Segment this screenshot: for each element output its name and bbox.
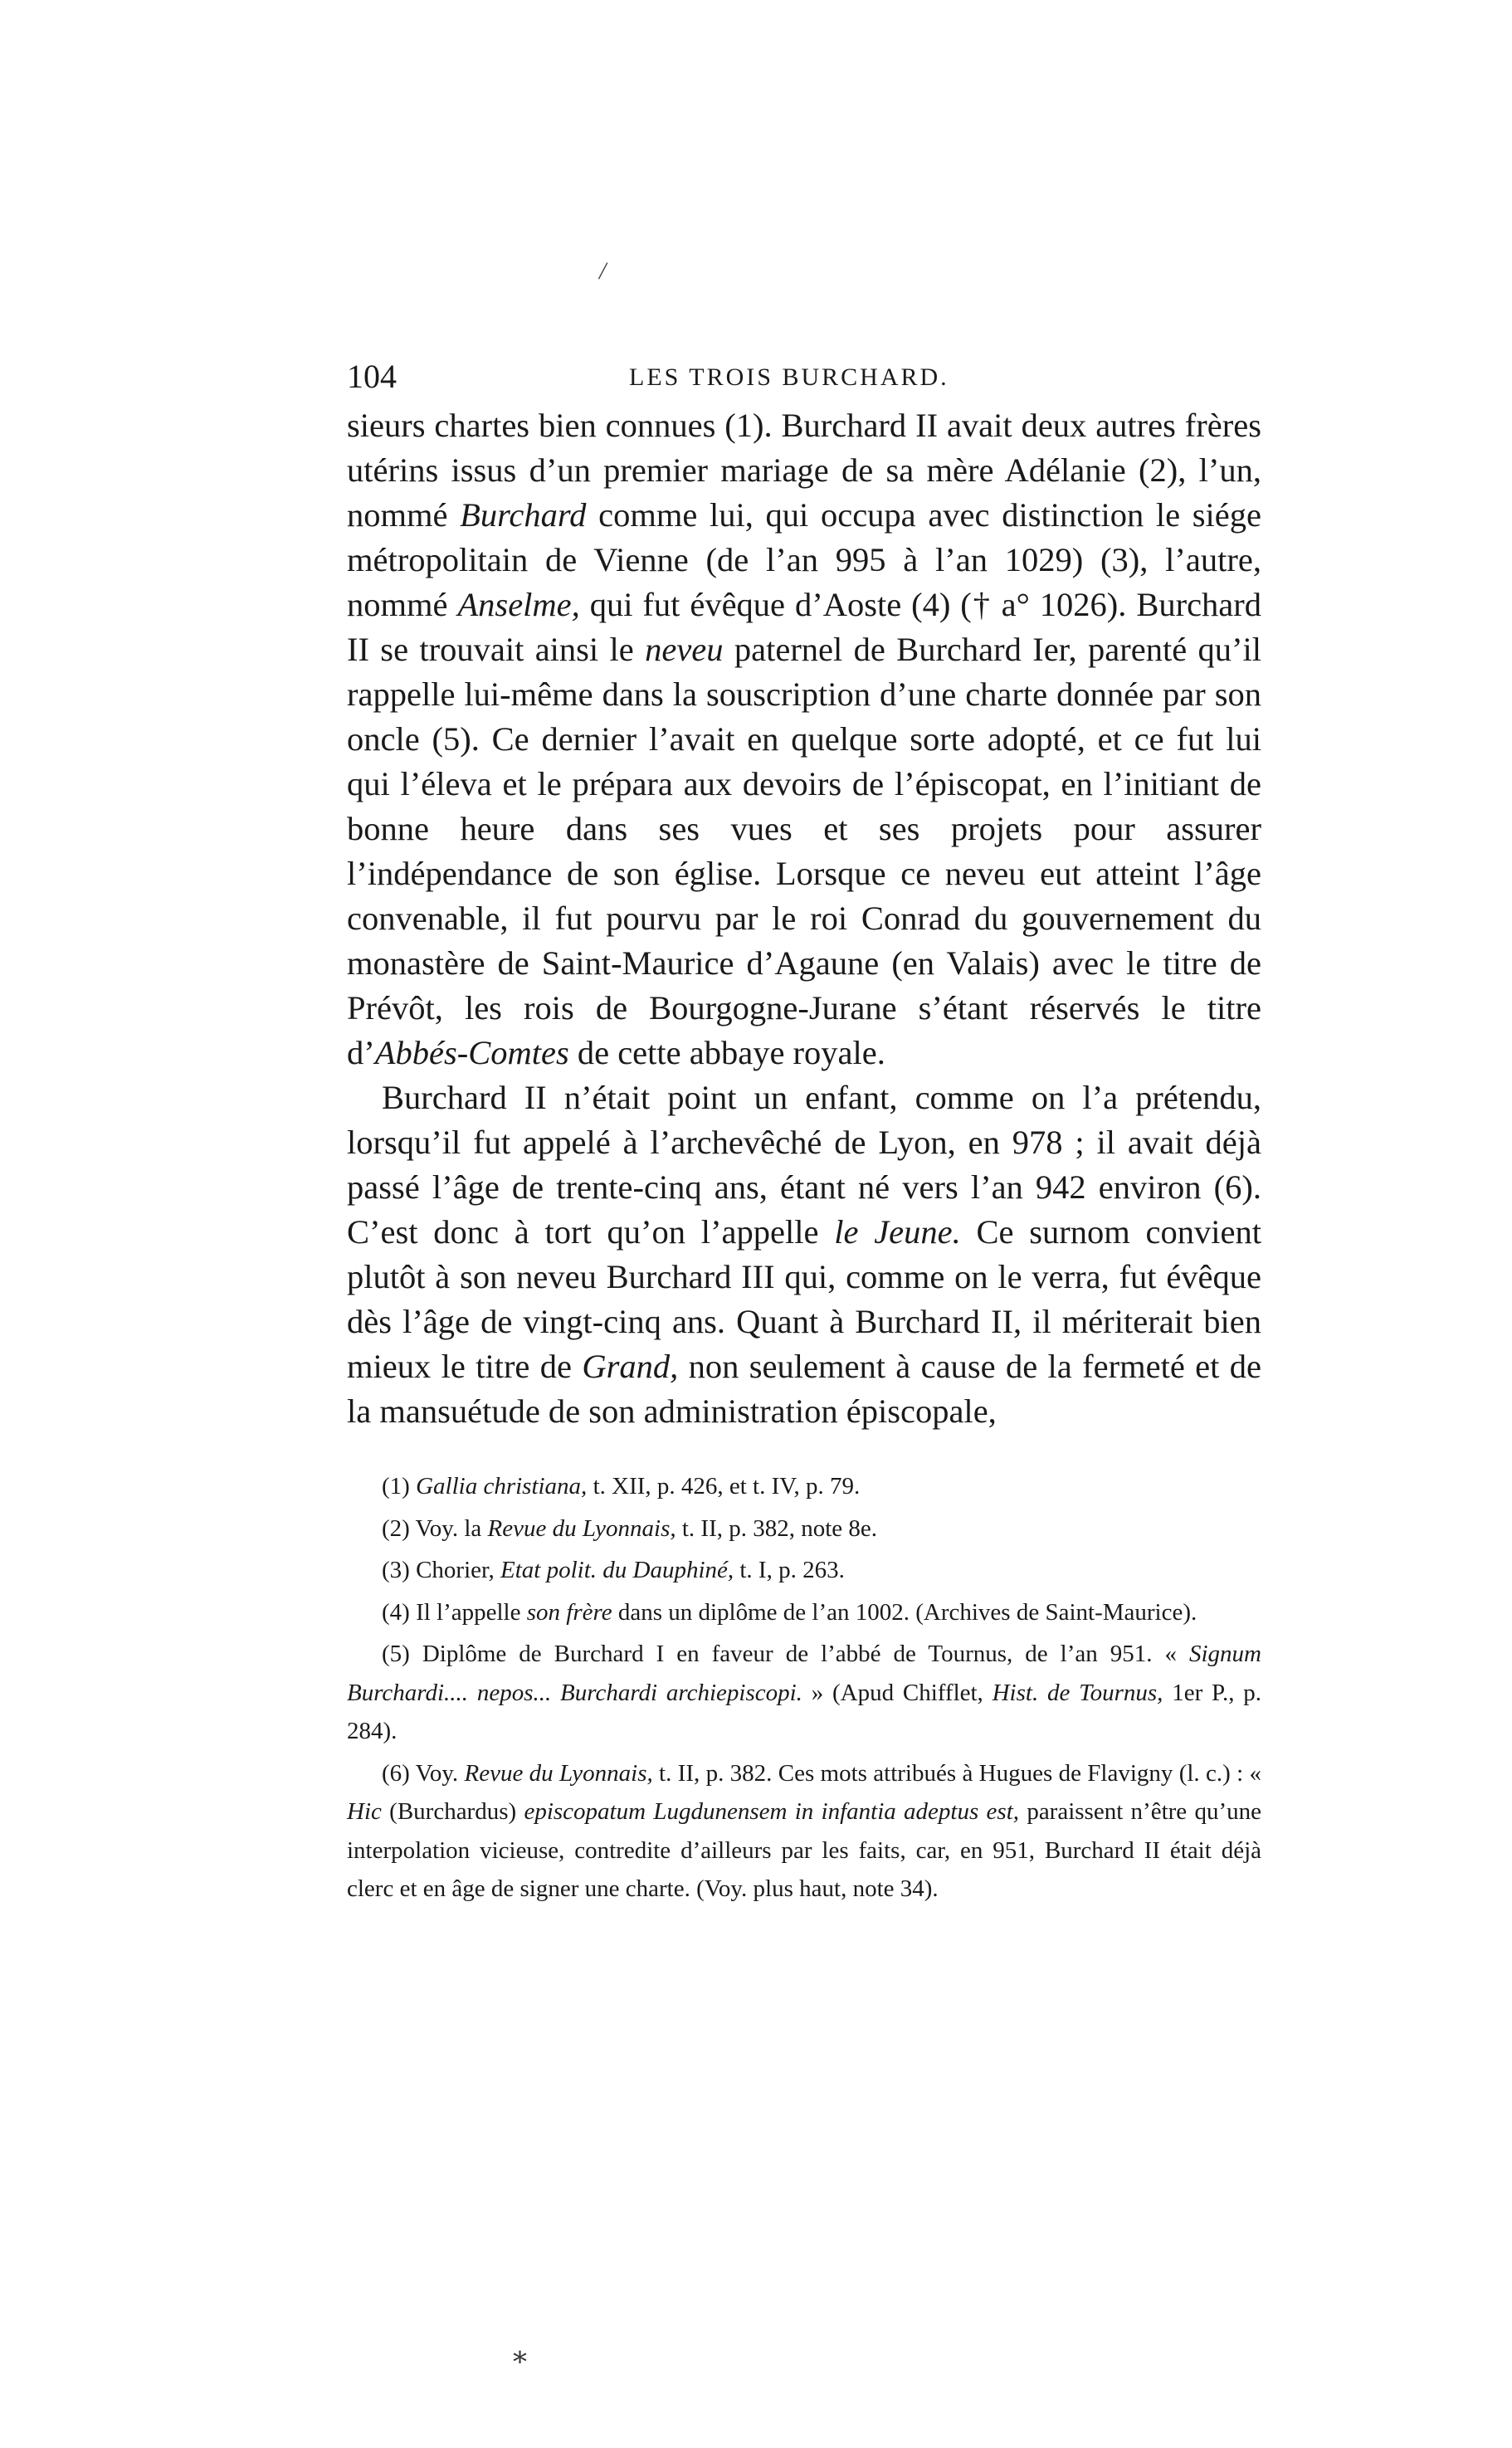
- italic-text: le Jeune.: [834, 1213, 961, 1251]
- text-run: Burchard II n’était point un enfant, comme on l’a prétendu, lorsqu’il fut appelé à l’archevêché de Lyon, en 978 ; il avait déjà passé l’âge de trente-cinq ans, étant né vers l’an 942 environ (6). C’est donc à tort qu’on l’appelle: [347, 1079, 1261, 1251]
- text-run: Ce surnom convient plutôt à son neveu Burchard III qui, comme on le verra, fut évêque dès l’âge de vingt-cinq ans. Quant à Burchard II, il mériterait bien mieux le titre de: [347, 1213, 1262, 1385]
- text-run: de cette abbaye royale.: [568, 1034, 885, 1071]
- text-run: paraissent n’être qu’une interpolation vicieuse, contredite d’ailleurs par les faits, car, en 951, Burchard II était déjà clerc et en âge de signer une charte. (Voy. plus haut, note 34).: [347, 1798, 1261, 1902]
- italic-text: Grand,: [582, 1348, 679, 1385]
- text-run: paternel de Burchard Ier, parenté qu’il rappelle lui-même dans la souscription d’une charte donnée par son oncle (5). Ce dernier l’avait en quelque sorte adopté, et ce fut lui qui l’éleva et le prépara aux devoirs de l’épiscopat, en l’initiant de bonne heure dans ses vues et ses projets pour assurer l’indépendance de son église. Lorsque ce neveu eut atteint l’âge convenable, il fut pourvu par le roi Conrad du gouvernement du monastère de Saint-Maurice d’Agaune (en Valais) avec le titre de Prévôt, les rois de Bourgogne-Jurane s’étant réservés le titre d’: [347, 631, 1261, 1071]
- text-run: qui fut évêque d’Aoste (4) († a° 1026). Burchard II se trouvait ainsi le: [347, 586, 1262, 668]
- stray-mark-top: /: [599, 257, 607, 285]
- main-text: [347, 403, 1261, 1434]
- text-run: (3) Chorier,: [382, 1557, 500, 1583]
- italic-text: Hic: [347, 1798, 382, 1825]
- text-run: (6) Voy.: [382, 1759, 465, 1787]
- italic-text: Etat polit. du Dauphiné,: [500, 1557, 734, 1583]
- italic-text: Hist. de Tournus,: [992, 1679, 1163, 1706]
- text-run: 1er P., p. 284).: [347, 1679, 1261, 1744]
- italic-text: Gallia christiana,: [416, 1473, 588, 1500]
- footnote: [347, 1509, 1261, 1548]
- text-run: (4) Il l’appelle: [382, 1598, 527, 1626]
- italic-text: Revue du Lyonnais,: [487, 1514, 676, 1542]
- footnote: [347, 1593, 1261, 1632]
- footnotes: [347, 1467, 1261, 1909]
- text-run: (5) Diplôme de Burchard I en faveur de l’abbé de Tournus, de l’an 951. «: [382, 1641, 1189, 1667]
- italic-text: son frère: [526, 1598, 612, 1626]
- italic-text: Burchard: [460, 496, 587, 534]
- italic-text: Anselme,: [457, 586, 580, 623]
- paragraph: [347, 1075, 1261, 1434]
- text-run: comme lui, qui occupa avec distinction le siége métropolitain de Vienne (de l’an 995 à l’an 1029) (3), l’autre, nommé: [347, 496, 1261, 623]
- text-run: t. I, p. 263.: [734, 1557, 845, 1583]
- paragraph: [347, 403, 1261, 1075]
- running-title: LES TROIS BURCHARD.: [629, 363, 949, 391]
- footnote: [347, 1467, 1261, 1506]
- page-number: 104: [347, 358, 397, 395]
- footnote: [347, 1635, 1261, 1751]
- text-run: (Burchardus): [381, 1798, 524, 1825]
- text-run: t. II, p. 382, note 8e.: [676, 1514, 878, 1542]
- italic-text: Signum Burchardi.... nepos... Burchardi archiepiscopi.: [347, 1641, 1261, 1706]
- italic-text: Revue du Lyonnais,: [464, 1759, 653, 1787]
- footnote: [347, 1754, 1261, 1909]
- text-run: » (Apud Chifflet,: [802, 1679, 993, 1706]
- text-run: dans un diplôme de l’an 1002. (Archives de Saint-Maurice).: [612, 1598, 1197, 1626]
- italic-text: neveu: [645, 631, 724, 668]
- italic-text: episcopatum Lugdunensem in infantia adeptus est,: [524, 1798, 1020, 1825]
- text-run: t. II, p. 382. Ces mots attribués à Hugues de Flavigny (l. c.) : «: [652, 1759, 1261, 1787]
- running-header: [347, 357, 1261, 398]
- text-run: t. XII, p. 426, et t. IV, p. 79.: [587, 1473, 861, 1500]
- stray-mark-bottom: ⁎: [513, 2338, 527, 2369]
- text-run: sieurs chartes bien connues (1). Burchard II avait deux autres frères utérins issus d’un premier mariage de sa mère Adélanie (2), l’un, nommé: [347, 407, 1261, 534]
- italic-text: Abbés-Comtes: [374, 1034, 569, 1071]
- text-run: (1): [382, 1473, 417, 1500]
- footnote: [347, 1551, 1261, 1590]
- text-run: non seulement à cause de la fermeté et de la mansuétude de son administration épiscopale,: [347, 1348, 1261, 1430]
- text-run: (2) Voy. la: [382, 1514, 488, 1542]
